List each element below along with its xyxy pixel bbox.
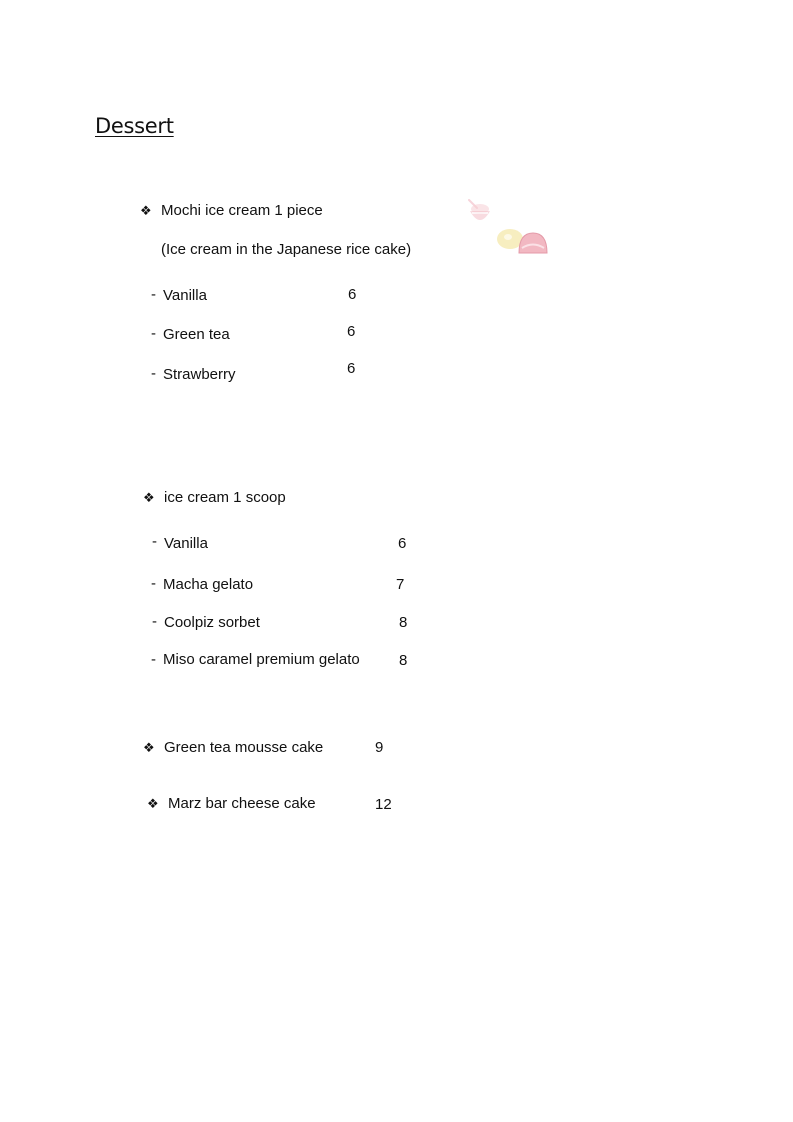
section-heading: ice cream 1 scoop: [164, 489, 286, 506]
section-subheading: (Ice cream in the Japanese rice cake): [161, 241, 412, 258]
section-heading: Green tea mousse cake: [164, 739, 324, 756]
section-heading: Marz bar cheese cake: [168, 795, 316, 812]
item-price: 6: [347, 323, 356, 340]
bullet-icon: ❖: [143, 740, 155, 755]
bullet-icon: ❖: [143, 490, 155, 505]
item-name: Strawberry: [163, 366, 236, 383]
item-name: Vanilla: [163, 287, 207, 304]
dash-marker: -: [151, 325, 156, 342]
dash-marker: -: [152, 533, 157, 550]
item-name: Vanilla: [164, 535, 208, 552]
section-heading: Mochi ice cream 1 piece: [161, 202, 323, 219]
item-name: Coolpiz sorbet: [164, 614, 260, 631]
item-price: 6: [398, 535, 407, 552]
item-price: 12: [375, 796, 392, 813]
bullet-icon: ❖: [147, 796, 159, 811]
item-name: Green tea: [163, 326, 230, 343]
item-name: Miso caramel premium gelato: [163, 651, 360, 668]
dash-marker: -: [151, 575, 156, 592]
dash-marker: -: [151, 286, 156, 303]
item-price: 8: [399, 614, 408, 631]
item-price: 6: [348, 286, 357, 303]
dash-marker: -: [151, 365, 156, 382]
item-price: 9: [375, 739, 384, 756]
mochi-ice-cream-icon: [462, 196, 557, 262]
dash-marker: -: [151, 651, 156, 668]
page-title: Dessert: [95, 114, 174, 138]
item-price: 7: [396, 576, 405, 593]
item-name: Macha gelato: [163, 576, 254, 593]
item-price: 8: [399, 652, 408, 669]
dash-marker: -: [152, 613, 157, 630]
bullet-icon: ❖: [140, 203, 152, 218]
item-price: 6: [347, 360, 356, 377]
